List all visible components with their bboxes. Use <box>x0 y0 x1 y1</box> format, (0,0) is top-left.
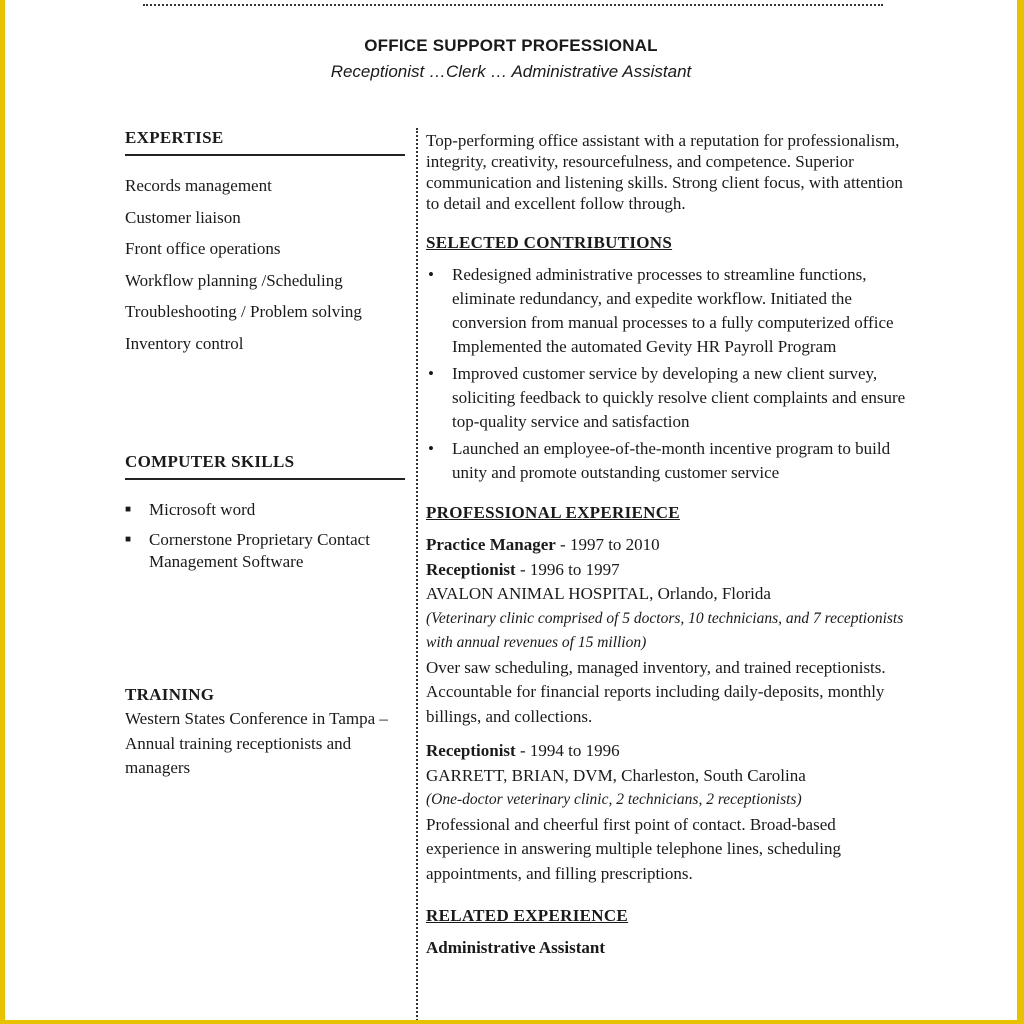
skill-text: Cornerstone Proprietary Contact Management Software <box>149 530 370 571</box>
job-role: Receptionist <box>426 741 516 760</box>
related-experience-heading: RELATED EXPERIENCE <box>426 906 629 925</box>
expertise-item: Workflow planning /Scheduling <box>125 270 343 290</box>
job-entry <box>426 533 906 729</box>
job-dates: - 1996 to 1997 <box>515 559 620 579</box>
bullet-icon: • <box>428 265 434 284</box>
bullet-icon: • <box>428 439 434 458</box>
job-role: Practice Manager <box>426 535 556 554</box>
contribution-text: Launched an employee-of-the-month incentive program to build unity and promote outstanding customer service <box>452 439 891 482</box>
contributions-heading: SELECTED CONTRIBUTIONS <box>426 233 673 252</box>
training-heading: TRAINING <box>125 685 215 704</box>
computer-skills-heading: COMPUTER SKILLS <box>125 452 405 480</box>
expertise-item: Customer liaison <box>125 207 241 227</box>
contribution-item <box>426 362 906 434</box>
computer-skills-section <box>125 452 405 581</box>
resume-subtitle: Receptionist …Clerk … Administrative Assistant <box>330 62 692 81</box>
job-description: Professional and cheerful first point of contact. Broad-based experience in answering multiple telephone lines, scheduling appointments, and filling prescriptions. <box>426 814 841 883</box>
contribution-text: Improved customer service by developing a new client survey, soliciting feedback to quickly resolve client complaints and ensure top-quality service and satisfaction <box>452 364 906 431</box>
employer: GARRETT, BRIAN, DVM, Charleston, South Carolina <box>426 765 806 785</box>
square-bullet-icon: ■ <box>125 504 132 515</box>
job-description: Over saw scheduling, managed inventory, and trained receptionists. Accountable for financial reports including daily-deposits, monthly billings, and collections. <box>426 657 886 726</box>
employer-note: (Veterinary clinic comprised of 5 doctors, 10 technicians, and 7 receptionists with annual revenues of 15 million) <box>426 609 904 651</box>
job-dates: - 1994 to 1996 <box>515 741 620 760</box>
top-dotted-rule <box>143 4 883 6</box>
job-title-line <box>426 739 906 764</box>
expertise-section <box>125 128 405 360</box>
contribution-item <box>426 263 906 359</box>
skill-item <box>125 529 405 573</box>
job-role: Receptionist <box>426 559 516 579</box>
job-title-line <box>426 533 906 558</box>
right-column <box>426 130 906 961</box>
expertise-item: Records management <box>125 176 272 195</box>
training-text: Western States Conference in Tampa – Annual training receptionists and managers <box>125 709 388 777</box>
employer: AVALON ANIMAL HOSPITAL, Orlando, Florida <box>426 584 771 603</box>
column-divider <box>416 128 418 1020</box>
skill-item <box>125 499 405 521</box>
related-role: Administrative Assistant <box>426 938 605 957</box>
skill-text: Microsoft word <box>149 500 256 519</box>
expertise-item: Troubleshooting / Problem solving <box>125 302 362 322</box>
expertise-item: Inventory control <box>125 333 244 353</box>
job-entry <box>426 739 906 886</box>
training-section <box>125 685 405 781</box>
employer-note: (One-doctor veterinary clinic, 2 technicians, 2 receptionists) <box>426 791 802 808</box>
expertise-heading: EXPERTISE <box>125 128 405 156</box>
job-dates: - 1997 to 2010 <box>555 535 660 554</box>
contribution-item <box>426 437 906 485</box>
summary-paragraph: Top-performing office assistant with a reputation for professionalism, integrity, creativity, resourcefulness, and competence. Superior communication and listening skills. Strong client focus, with attention to detail and excellent follow through. <box>426 131 903 213</box>
square-bullet-icon: ■ <box>125 534 132 545</box>
resume-page <box>5 0 1017 1020</box>
expertise-item: Front office operations <box>125 239 281 259</box>
job-title-line <box>426 558 906 583</box>
experience-heading: PROFESSIONAL EXPERIENCE <box>426 503 680 522</box>
bullet-icon: • <box>428 364 434 383</box>
contribution-text: Redesigned administrative processes to streamline functions, eliminate redundancy, and expedite workflow. Initiated the conversion from manual processes to a fully computerized office Implemented the automated Gevity HR Payroll Program <box>452 265 894 356</box>
resume-title: OFFICE SUPPORT PROFESSIONAL <box>364 36 658 55</box>
